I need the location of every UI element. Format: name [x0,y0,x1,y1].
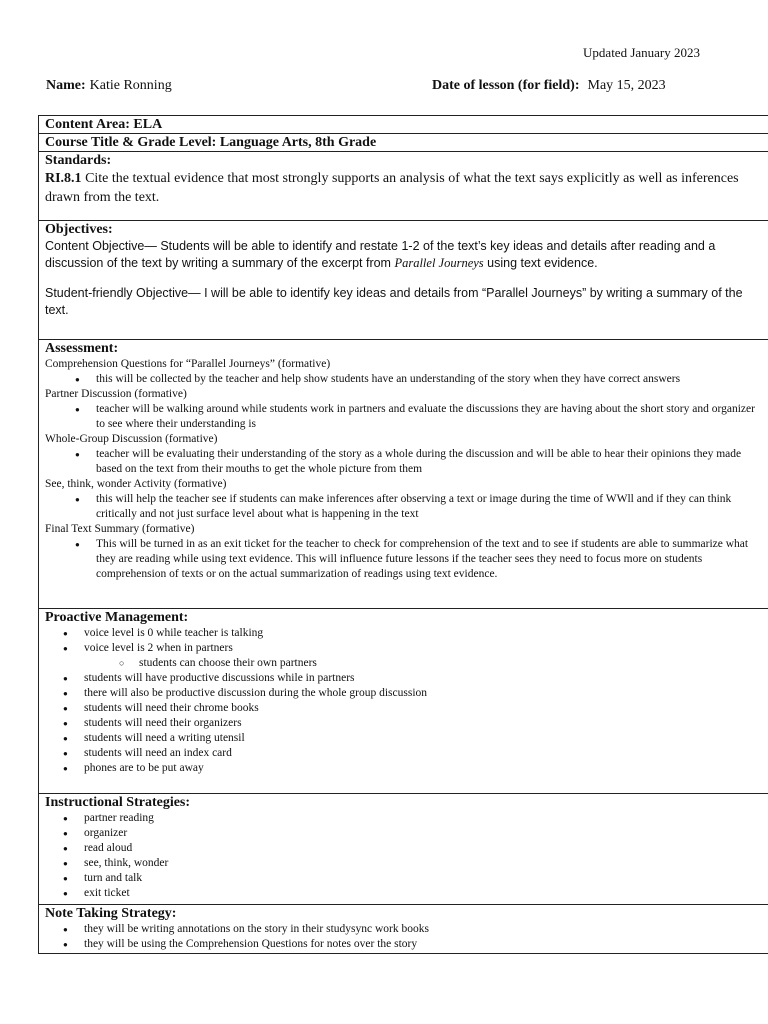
list-item: ● students will need their chrome books [63,701,766,716]
assessment-bullet: ● teacher will be evaluating their understanding of the story as a whole during the discussion and will be able to hear their opinions they made based on the text from their mouths to get the whole picture from them [75,447,766,477]
course-title: Course Title & Grade Level: Language Arts, 8th Grade [39,134,768,152]
objectives-row [39,221,768,340]
instructional-strategies-row [39,794,768,905]
proactive-list [45,626,766,776]
objectives-title: Objectives: [45,222,113,237]
date-label: Date of lesson (for field): [432,78,580,93]
updated-date: Updated January 2023 [583,45,700,60]
standards-title: Standards: [45,153,112,168]
list-item: ● voice level is 2 when in partners [63,641,766,656]
standards-row [39,152,768,221]
content-objective: Content Objective— Students will be able to identify and restate 1-2 of the text’s key ideas and details after reading and a discussion of the text by writing a summary of the excerpt from Parallel Journeys using text evidence. [45,239,716,270]
note-taking-row [39,905,768,954]
list-item: ● exit ticket [63,886,766,901]
assessment-heading: Final Text Summary (formative) [45,523,195,535]
name-label: Name: [46,78,86,93]
assessment-heading: Comprehension Questions for “Parallel Journeys” (formative) [45,358,331,370]
date-value: May 15, 2023 [587,78,666,93]
list-item: ● students will need their organizers [63,716,766,731]
assessment-bullet: ● this will help the teacher see if students can make inferences after observing a text or image during the time of WWll and if they can think critically and not just surface level about what is happening in the text [75,492,766,522]
assessment-heading: Partner Discussion (formative) [45,388,187,400]
date-field [432,78,666,94]
list-item: ● students will need an index card [63,746,766,761]
standard-code: RI.8.1 [45,171,82,186]
assessment-list [45,357,766,582]
note-taking-title: Note Taking Strategy: [45,906,177,921]
assessment-title: Assessment: [45,341,119,356]
content-area: Content Area: ELA [39,116,768,134]
assessment-row [39,340,768,609]
standards-text [45,169,766,207]
proactive-title: Proactive Management: [45,610,189,625]
list-item: ● partner reading [63,811,766,826]
sub-list-item: ○ students can choose their own partners [119,656,766,671]
standard-description: Cite the textual evidence that most strongly supports an analysis of what the text says explicitly as well as inferences drawn from the text. [45,171,739,205]
assessment-bullet: ● This will be turned in as an exit ticket for the teacher to check for comprehension of the text and to see if students are able to summarize what they are reading while using text evidence. This will influence future lessons if the teacher sees they need to focus more on students comprehension of texts or on the actual summarization of readings using text evidence. [75,537,766,582]
assessment-heading: Whole-Group Discussion (formative) [45,433,218,445]
list-item: ● see, think, wonder [63,856,766,871]
assessment-bullet: ● this will be collected by the teacher and help show students have an understanding of the story when they have correct answers [75,372,766,387]
book-title: Parallel Journeys [394,256,484,270]
list-item: ● voice level is 0 while teacher is talking [63,626,766,641]
course-title-row [39,134,768,152]
instructional-list [45,811,766,901]
content-area-row [39,116,768,134]
assessment-heading: See, think, wonder Activity (formative) [45,478,227,490]
list-item: ● organizer [63,826,766,841]
list-item: ● there will also be productive discussion during the whole group discussion [63,686,766,701]
lesson-plan-table [38,115,768,954]
list-item: ● phones are to be put away [63,761,766,776]
name-field [46,78,172,94]
list-item: ● students will need a writing utensil [63,731,766,746]
list-item: ● turn and talk [63,871,766,886]
assessment-bullet: ● teacher will be walking around while students work in partners and evaluate the discussions they are having about the short story and organizer to see where their understanding is [75,402,766,432]
note-taking-list [45,922,766,952]
name-date-row [46,78,706,100]
list-item: ● they will be writing annotations on the story in their studysync work books [63,922,766,937]
student-objective: Student-friendly Objective— I will be able to identify key ideas and details from “Parallel Journeys” by writing a summary of the text. [45,286,743,317]
list-item: ● students will have productive discussions while in partners [63,671,766,686]
name-value: Katie Ronning [89,78,172,93]
list-item: ● read aloud [63,841,766,856]
list-item: ● they will be using the Comprehension Questions for notes over the story [63,937,766,952]
instructional-title: Instructional Strategies: [45,795,191,810]
proactive-management-row [39,609,768,794]
